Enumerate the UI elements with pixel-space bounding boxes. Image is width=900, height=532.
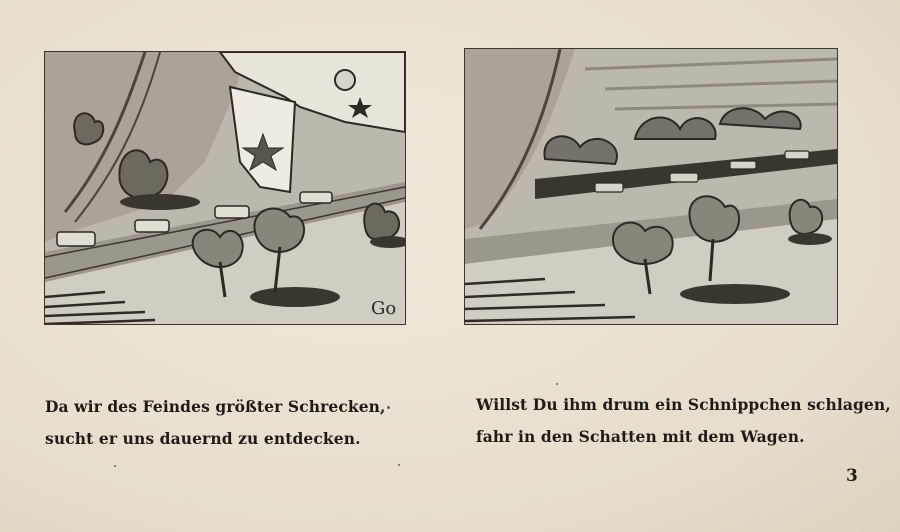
illustration-plane-over-tanks [44,51,406,325]
illustration-tanks-in-shadow [464,48,838,325]
illustration-left-drawing [45,52,405,324]
paper-speck [114,465,116,467]
page-number: 3 [846,466,858,486]
artist-signature: Go [371,298,397,319]
caption-left-line-2: sucht er uns dauernd zu entdecken. [45,429,361,448]
caption-left-line-1: Da wir des Feindes größter Schrecken, [45,397,386,416]
caption-right-line-1: Willst Du ihm drum ein Schnippchen schlagen, [476,395,891,414]
paper-speck [398,464,400,466]
caption-left [45,391,386,455]
illustration-right-drawing [465,49,837,324]
caption-right-line-2: fahr in den Schatten mit dem Wagen. [476,427,805,446]
paper-speck [556,383,558,385]
caption-right [476,389,891,453]
paper-speck [387,406,390,409]
